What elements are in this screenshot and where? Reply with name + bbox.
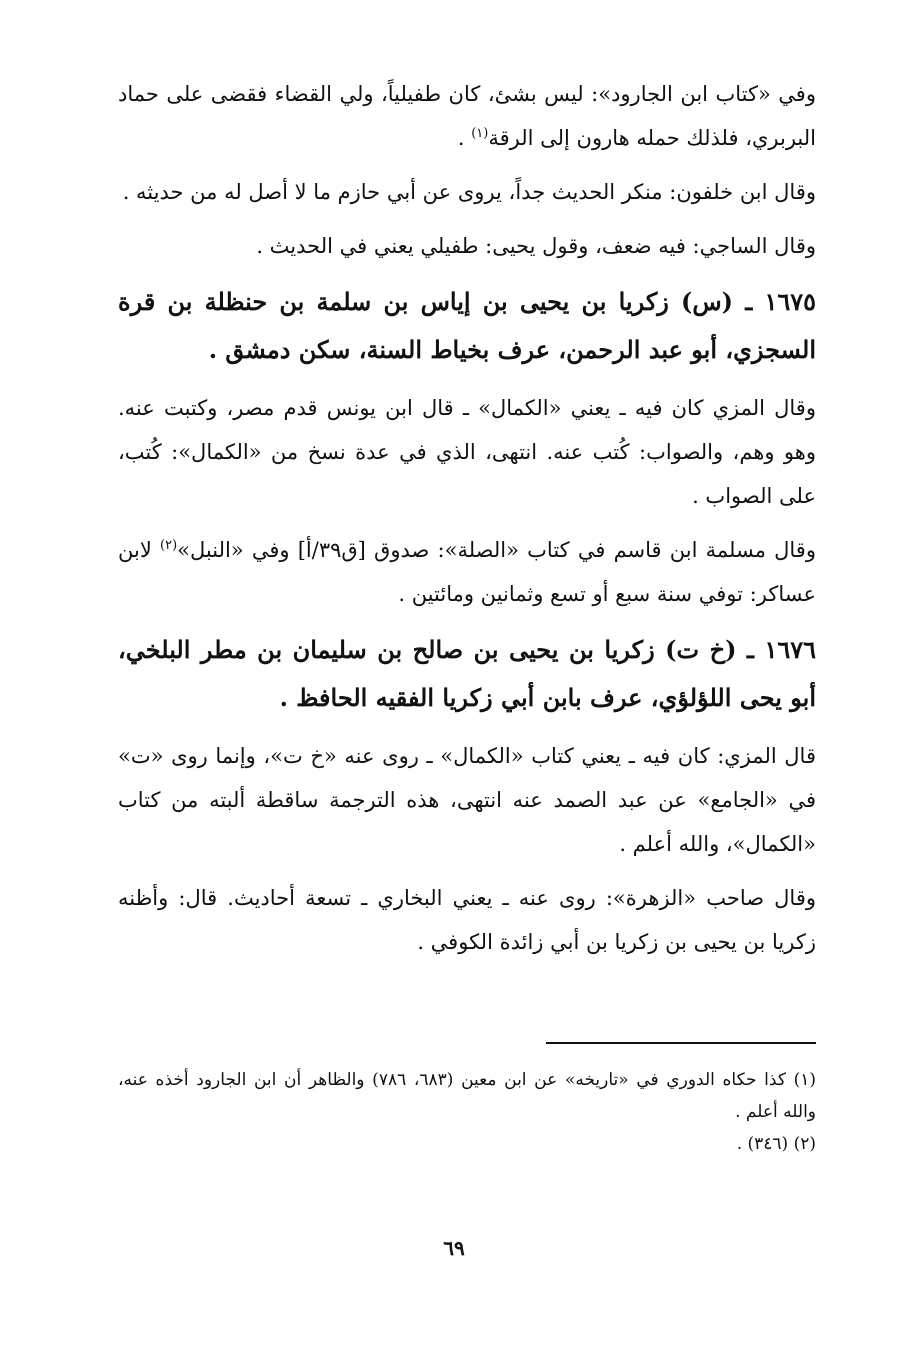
page-number: ٦٩	[443, 1236, 465, 1260]
paragraph-saji: وقال الساجي: فيه ضعف، وقول يحيى: طفيلي يعني في الحديث .	[256, 234, 816, 258]
paragraph-maslama	[118, 528, 816, 616]
paragraph-zahra: وقال صاحب «الزهرة»: روى عنه ـ يعني البخاري ـ تسعة أحاديث. قال: وأظنه زكريا بن يحيى بن زكريا بن أبي زائدة الكوفي .	[118, 886, 816, 954]
paragraph-ibn-khalfun: وقال ابن خلفون: منكر الحديث جداً، يروى عن أبي حازم ما لا أصل له من حديثه .	[122, 180, 816, 204]
paragraph-text: وفي «كتاب ابن الجارود»: ليس بشئ، كان طفيلياً، ولي القضاء فقضى على حماد البربري، فلذلك حمله هارون إلى الرقة	[118, 82, 816, 150]
footnote-ref-2[interactable]: (٢)	[160, 538, 178, 553]
paragraph-mizzi-1675: وقال المزي كان فيه ـ يعني «الكمال» ـ قال ابن يونس قدم مصر، وكتبت عنه. وهو وهم، والصواب: كُتب عنه. انتهى، الذي في عدة نسخ من «الكمال»: كُتب، على الصواب .	[118, 396, 816, 508]
entry-heading-1676: ١٦٧٦ ـ (خ ت) زكريا بن يحيى بن صالح بن سليمان بن مطر البلخي، أبو يحى اللؤلؤي، عرف بابن أبي زكريا الفقيه الحافظ .	[118, 635, 816, 712]
paragraph-end: لابن عساكر: توفي سنة سبع أو تسع وثمانين ومائتين .	[118, 538, 816, 606]
paragraph-ibn-jarud	[118, 72, 816, 160]
footnote-ref-1[interactable]: (١)	[471, 126, 489, 141]
paragraph-text: وقال مسلمة ابن قاسم في كتاب «الصلة»: صدوق [ق٣٩/أ] وفي «النبل»	[177, 538, 816, 562]
footnote-2: (٢) (٣٤٦) .	[736, 1134, 816, 1154]
footnote-divider	[546, 1042, 816, 1044]
paragraph-mizzi-1676: قال المزي: كان فيه ـ يعني كتاب «الكمال» ـ روى عنه «خ ت»، وإنما روى «ت» في «الجامع» عن عبد الصمد عنه انتهى، هذه الترجمة ساقطة ألبته من كتاب «الكمال»، والله أعلم .	[118, 744, 816, 856]
page-body	[118, 72, 816, 974]
footnotes	[118, 1064, 816, 1160]
paragraph-end: .	[457, 126, 472, 150]
footnote-1: (١) كذا حكاه الدوري في «تاريخه» عن ابن معين (٦٨٣، ٧٨٦) والظاهر أن ابن الجارود أخذه عنه، والله أعلم .	[118, 1070, 816, 1122]
entry-heading-1675: ١٦٧٥ ـ (س) زكريا بن يحيى بن إياس بن سلمة بن حنظلة بن قرة السجزي، أبو عبد الرحمن، عرف بخياط السنة، سكن دمشق .	[118, 287, 816, 364]
